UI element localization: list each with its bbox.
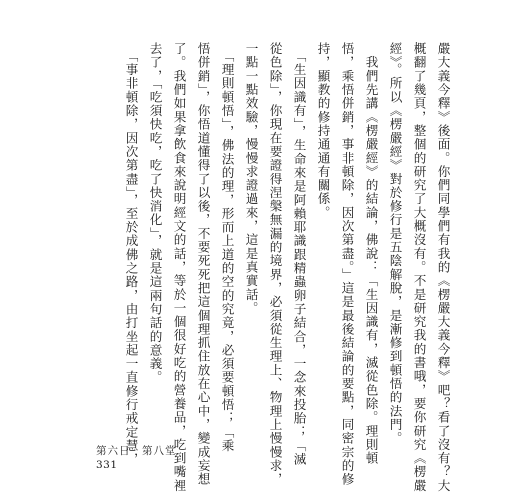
text-column-13: 去了，「吃須快吃，吃了快消化」，就是這兩句話的意義。 — [147, 42, 163, 385]
text-column-12: 了。我們如果拿飲食來說明經文的話，等於一個很好吃的營養品，吃到嘴裡 — [171, 42, 187, 493]
text-column-8: 從色除」，你現在要證得涅槃無漏的境界，必須從生理上、物理上慢慢求， — [267, 42, 283, 487]
page-footer — [96, 444, 177, 472]
text-column-5: 悟，乘悟併銷，事非頓除，因次第盡。」這是最後結論的要點，同密宗的修 — [339, 42, 355, 487]
text-column-3: 經》。所以《楞嚴經》對於修行是五陰解脫，是漸修到頓悟的法門。 — [387, 42, 403, 446]
text-column-7: 「生因識有」，生命來是阿賴耶識跟精蟲卵子結合，一念來投胎；「滅 — [291, 42, 307, 467]
text-column-6: 持，顯教的修持通通有關係。 — [315, 42, 331, 220]
text-column-2: 概翻了幾頁，整個的研究了大概沒有。不是研究我的書哦，要你研究《楞嚴 — [411, 42, 427, 493]
text-column-10: 「理則頓悟」，佛法的理，形而上道的空的究竟，必須要頓悟；「乘 — [219, 42, 235, 453]
text-column-1: 嚴大義今釋》後面。你們同學們有我的《楞嚴大義今釋》吧？看了沒有？大 — [435, 42, 451, 493]
page-number: 331 — [96, 459, 118, 471]
text-column-14: 「事非頓除，因次第盡」，至於成佛之路，由打坐起一直修行戒定慧， — [123, 42, 139, 467]
text-column-9: 一點一點效驗，慢慢求證過來，這是真實話。 — [243, 42, 259, 315]
text-column-11: 悟併銷」，你悟道懂得了以後，不要死死把這個理抓住放在心中，變成妄想 — [195, 42, 211, 487]
text-column-4: 我們先講《楞嚴經》的結論，佛說：「生因識有，滅從色除。理則頓 — [363, 42, 379, 466]
chapter-label: 第六日 第八堂 — [96, 445, 177, 457]
